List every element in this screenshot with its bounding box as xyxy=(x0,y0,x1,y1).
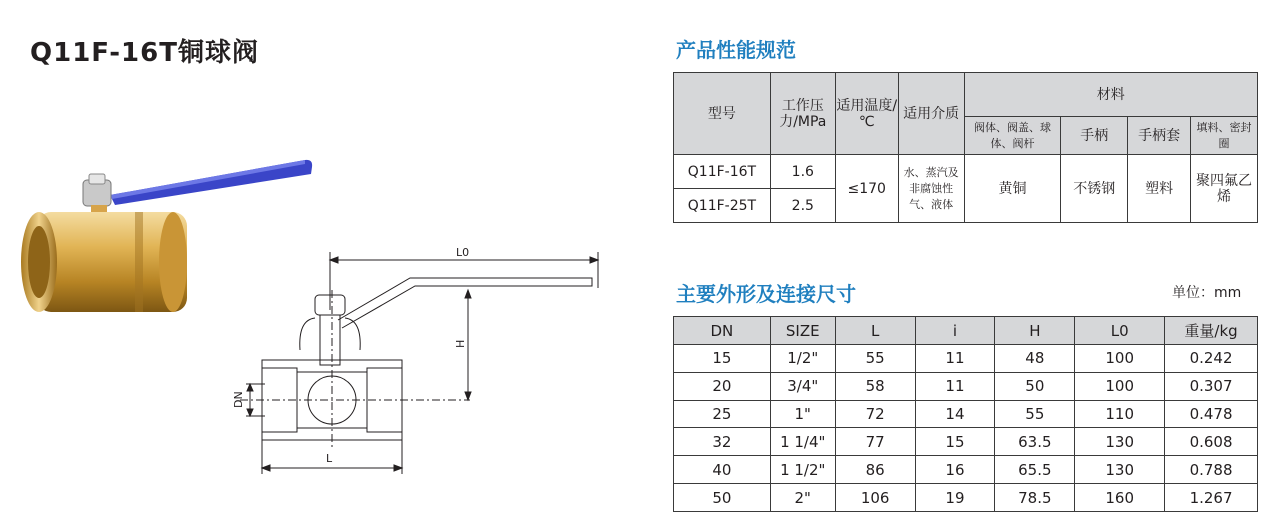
cell-size: 1/2" xyxy=(770,345,835,373)
performance-heading: 产品性能规范 xyxy=(676,38,796,62)
cell-i: 14 xyxy=(915,400,995,428)
header-size: SIZE xyxy=(770,317,835,345)
cell-i: 11 xyxy=(915,372,995,400)
table-row xyxy=(674,484,1258,512)
sleeve-material-cell: 塑料 xyxy=(1128,155,1191,223)
cell-l: 55 xyxy=(835,345,915,373)
model-cell: Q11F-16T xyxy=(674,155,771,189)
header-l0: L0 xyxy=(1075,317,1165,345)
header-handle: 手柄 xyxy=(1061,117,1128,155)
table-row xyxy=(674,428,1258,456)
cell-weight: 0.478 xyxy=(1165,400,1258,428)
cell-h: 50 xyxy=(995,372,1075,400)
cell-h: 63.5 xyxy=(995,428,1075,456)
cell-dn: 40 xyxy=(674,456,771,484)
performance-table xyxy=(673,72,1258,223)
cell-l: 106 xyxy=(835,484,915,512)
cell-i: 19 xyxy=(915,484,995,512)
dimensions-heading: 主要外形及连接尺寸 xyxy=(676,282,856,306)
product-title: Q11F-16T铜球阀 xyxy=(30,38,259,68)
label-H: H xyxy=(454,339,467,348)
table-row xyxy=(674,155,1258,189)
cell-weight: 1.267 xyxy=(1165,484,1258,512)
pressure-cell: 1.6 xyxy=(770,155,835,189)
cell-weight: 0.788 xyxy=(1165,456,1258,484)
temp-cell: ≤170 xyxy=(835,155,898,223)
header-i: i xyxy=(915,317,995,345)
cell-dn: 32 xyxy=(674,428,771,456)
model-cell: Q11F-25T xyxy=(674,189,771,223)
cell-size: 3/4" xyxy=(770,372,835,400)
cell-weight: 0.307 xyxy=(1165,372,1258,400)
medium-cell: 水、蒸汽及非腐蚀性气、液体 xyxy=(898,155,964,223)
unit-label: 单位：mm xyxy=(1172,285,1242,301)
body-material-cell: 黄铜 xyxy=(964,155,1061,223)
cell-l0: 100 xyxy=(1075,345,1165,373)
label-L: L xyxy=(326,452,333,465)
cell-i: 16 xyxy=(915,456,995,484)
dimensions-table xyxy=(673,316,1258,512)
cell-size: 1 1/2" xyxy=(770,456,835,484)
header-model: 型号 xyxy=(674,73,771,155)
cell-l0: 130 xyxy=(1075,428,1165,456)
cell-l0: 130 xyxy=(1075,456,1165,484)
header-packing: 填料、密封圈 xyxy=(1191,117,1258,155)
packing-material-cell: 聚四氟乙烯 xyxy=(1191,155,1258,223)
table-row xyxy=(674,372,1258,400)
cell-weight: 0.242 xyxy=(1165,345,1258,373)
cell-size: 2" xyxy=(770,484,835,512)
header-pressure: 工作压力/MPa xyxy=(770,73,835,155)
cell-h: 65.5 xyxy=(995,456,1075,484)
header-body: 阀体、阀盖、球体、阀杆 xyxy=(964,117,1061,155)
cell-l: 72 xyxy=(835,400,915,428)
header-medium: 适用介质 xyxy=(898,73,964,155)
header-material: 材料 xyxy=(964,73,1257,117)
header-l: L xyxy=(835,317,915,345)
cell-l: 58 xyxy=(835,372,915,400)
header-sleeve: 手柄套 xyxy=(1128,117,1191,155)
header-temp: 适用温度/℃ xyxy=(835,73,898,155)
label-DN: DN xyxy=(232,391,245,408)
cell-l0: 100 xyxy=(1075,372,1165,400)
header-weight: 重量/kg xyxy=(1165,317,1258,345)
header-dn: DN xyxy=(674,317,771,345)
label-L0: L0 xyxy=(456,246,470,259)
cell-h: 78.5 xyxy=(995,484,1075,512)
cell-h: 48 xyxy=(995,345,1075,373)
table-row xyxy=(674,345,1258,373)
cell-dn: 20 xyxy=(674,372,771,400)
cell-l: 77 xyxy=(835,428,915,456)
table-row xyxy=(674,456,1258,484)
cell-size: 1" xyxy=(770,400,835,428)
cell-l: 86 xyxy=(835,456,915,484)
cell-size: 1 1/4" xyxy=(770,428,835,456)
cell-l0: 160 xyxy=(1075,484,1165,512)
cell-h: 55 xyxy=(995,400,1075,428)
cell-dn: 25 xyxy=(674,400,771,428)
cell-i: 11 xyxy=(915,345,995,373)
table-row xyxy=(674,400,1258,428)
handle-material-cell: 不锈钢 xyxy=(1061,155,1128,223)
pressure-cell: 2.5 xyxy=(770,189,835,223)
cell-weight: 0.608 xyxy=(1165,428,1258,456)
cell-i: 15 xyxy=(915,428,995,456)
valve-technical-drawing xyxy=(220,240,620,480)
header-h: H xyxy=(995,317,1075,345)
cell-dn: 50 xyxy=(674,484,771,512)
cell-dn: 15 xyxy=(674,345,771,373)
cell-l0: 110 xyxy=(1075,400,1165,428)
